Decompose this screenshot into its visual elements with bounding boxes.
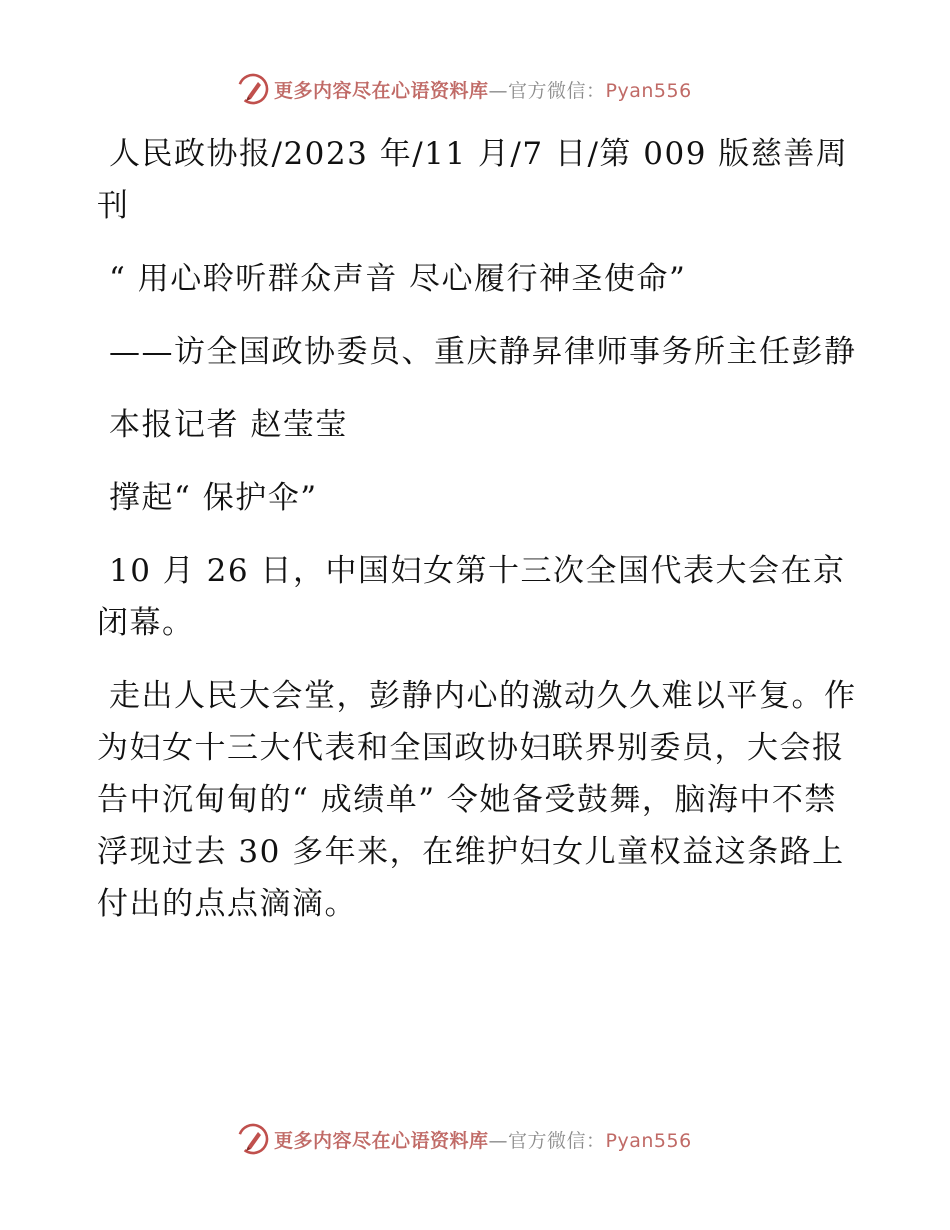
paragraph: 走出人民大会堂，彭静内心的激动久久难以平复。作为妇女十三大代表和全国政协妇联界别委员，大会报告中沉甸甸的“ 成绩单” 令她备受鼓舞，脑海中不禁浮现过去 30 多年来，在维护妇女儿童权益这条路上付出的点点滴滴。 xyxy=(97,678,857,922)
watermark-main-text: 更多内容尽在心语资料库 xyxy=(274,1129,489,1152)
article-body xyxy=(97,128,857,951)
watermark-header xyxy=(236,72,692,106)
article-subtitle: ——访全国政协委员、重庆静昇律师事务所主任彭静 xyxy=(109,334,857,370)
watermark-id: Pyan556 xyxy=(605,1129,692,1152)
watermark-dash: — xyxy=(488,79,509,102)
article-reporter: 本报记者 赵莹莹 xyxy=(109,407,348,443)
article-source: 人民政协报/2023 年/11 月/7 日/第 009 版慈善周刊 xyxy=(97,136,849,224)
watermark-dash: — xyxy=(488,1129,509,1152)
pen-logo-icon xyxy=(236,1122,270,1156)
article-title: “ 用心聆听群众声音 尽心履行神圣使命” xyxy=(109,261,687,297)
watermark-id: Pyan556 xyxy=(605,79,692,102)
pen-logo-icon xyxy=(236,72,270,106)
watermark-label: 官方微信： xyxy=(508,1129,606,1152)
watermark-main-text: 更多内容尽在心语资料库 xyxy=(274,79,489,102)
watermark-label: 官方微信： xyxy=(508,79,606,102)
paragraph: 10 月 26 日，中国妇女第十三次全国代表大会在京闭幕。 xyxy=(97,553,846,641)
watermark-footer xyxy=(236,1122,692,1156)
section-heading: 撑起“ 保护伞” xyxy=(109,480,318,516)
